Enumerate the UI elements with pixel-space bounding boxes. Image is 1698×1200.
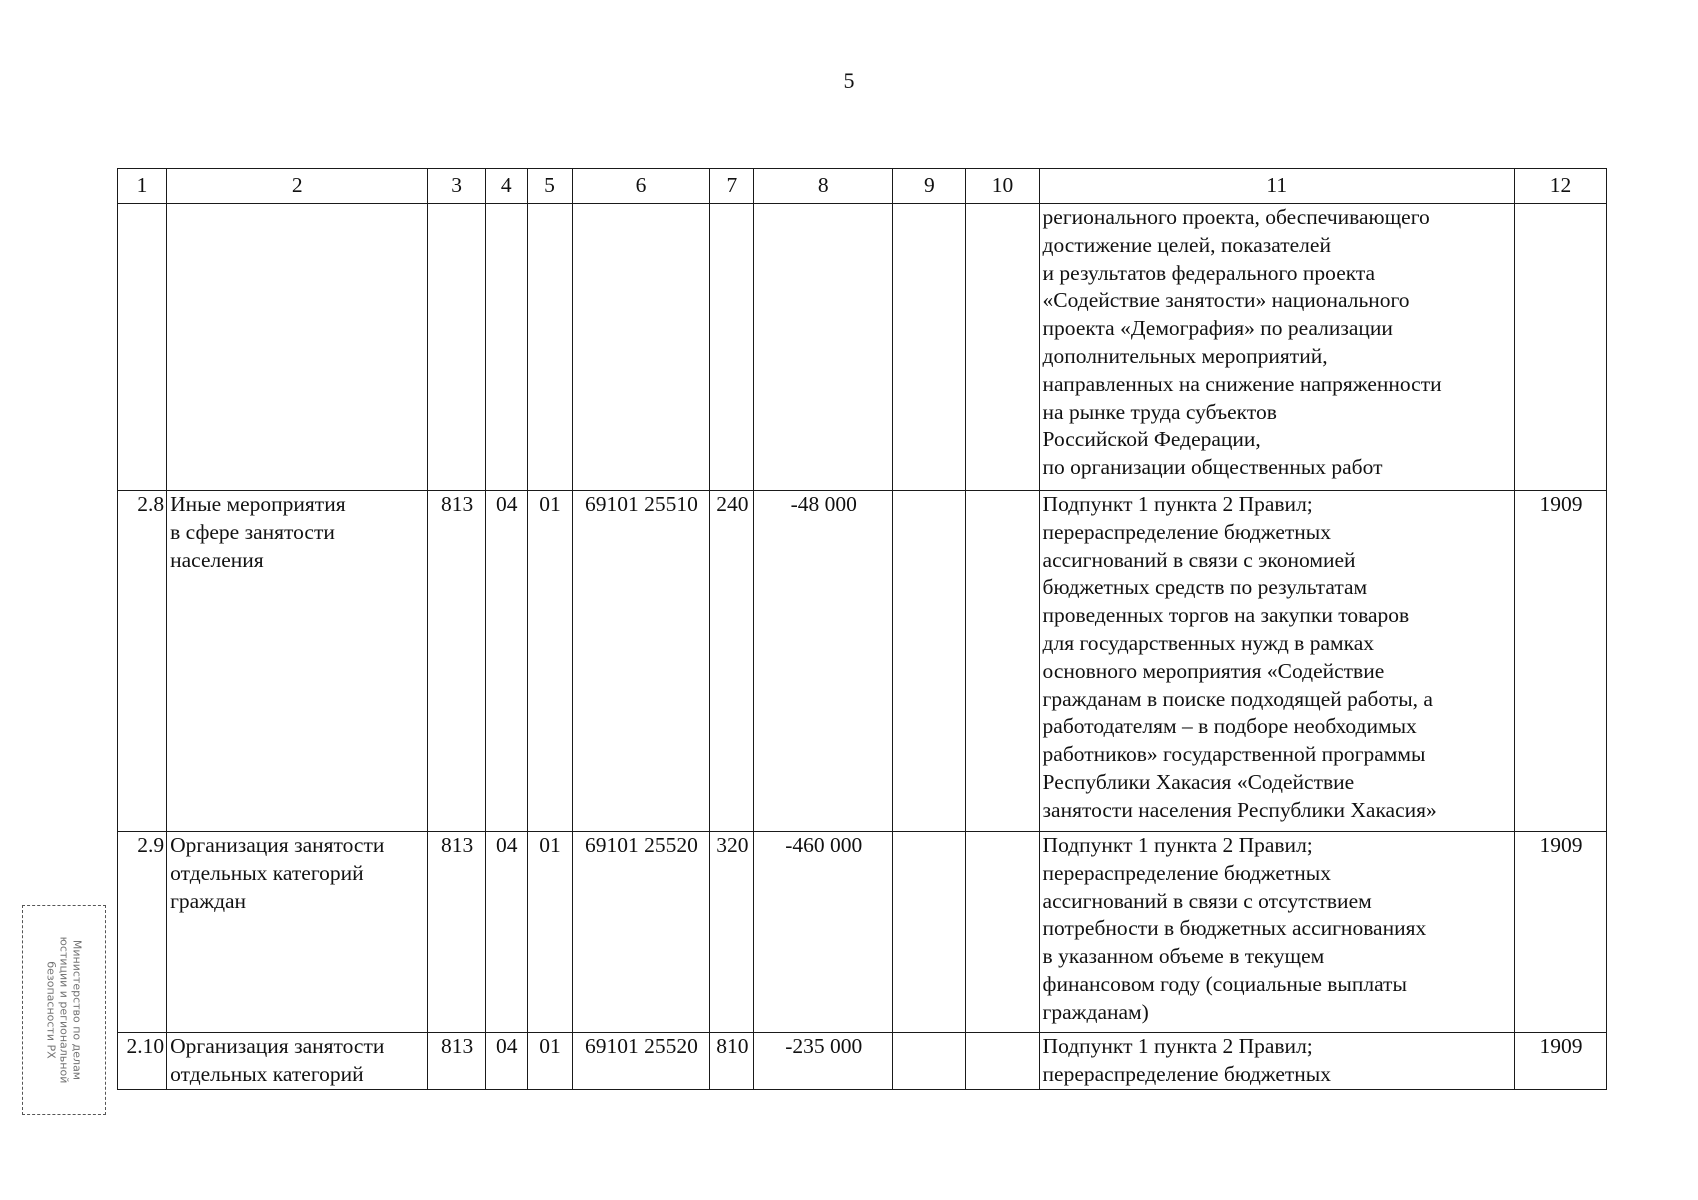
cell-col6: 69101 25510 bbox=[572, 491, 710, 832]
cell-col12: 1909 bbox=[1514, 1033, 1606, 1090]
row-basis: Подпункт 1 пункта 2 Правил; перераспределение бюджетных ассигнований в связи с экономией бюджетных средств по результатам проведенных торгов на закупки товаров для государственных нужд в рамках основного мероприятия «Содействие гражданам в поиске подходящей работы, а работодателям – в подборе необходимых работников» государственной программы Республики Хакасия «Содействие занятости населения Республики Хакасия» bbox=[1039, 491, 1514, 832]
cell-col10 bbox=[966, 491, 1039, 832]
cell-col9 bbox=[893, 204, 966, 491]
header-cell-1: 1 bbox=[118, 169, 167, 204]
cell-col4: 04 bbox=[485, 491, 527, 832]
cell-col10 bbox=[966, 1033, 1039, 1090]
row-number: 2.9 bbox=[118, 832, 167, 1033]
cell-col7: 320 bbox=[710, 832, 754, 1033]
row-basis: регионального проекта, обеспечивающего достижение целей, показателей и результатов федерального проекта «Содействие занятости» национального проекта «Демография» по реализации дополнительных мероприятий, направленных на снижение напряженности на рынке труда субъектов Российской Федерации, по организации общественных работ bbox=[1039, 204, 1514, 491]
cell-col12 bbox=[1514, 204, 1606, 491]
cell-col8 bbox=[754, 204, 893, 491]
cell-col3: 813 bbox=[428, 832, 485, 1033]
cell-col12: 1909 bbox=[1514, 491, 1606, 832]
row-basis: Подпункт 1 пункта 2 Правил; перераспределение бюджетных bbox=[1039, 1033, 1514, 1090]
header-cell-4: 4 bbox=[485, 169, 527, 204]
cell-col3: 813 bbox=[428, 1033, 485, 1090]
table-row bbox=[118, 1033, 1607, 1090]
cell-col7: 810 bbox=[710, 1033, 754, 1090]
cell-col4 bbox=[485, 204, 527, 491]
header-cell-8: 8 bbox=[754, 169, 893, 204]
cell-col6 bbox=[572, 204, 710, 491]
row-number bbox=[118, 204, 167, 491]
row-name: Организация занятости отдельных категорий граждан bbox=[167, 832, 428, 1033]
row-number: 2.10 bbox=[118, 1033, 167, 1090]
cell-col7: 240 bbox=[710, 491, 754, 832]
cell-col5 bbox=[527, 204, 572, 491]
row-basis: Подпункт 1 пункта 2 Правил; перераспределение бюджетных ассигнований в связи с отсутствием потребности в бюджетных ассигнованиях в указанном объеме в текущем финансовом году (социальные выплаты гражданам) bbox=[1039, 832, 1514, 1033]
cell-col6: 69101 25520 bbox=[572, 1033, 710, 1090]
header-cell-12: 12 bbox=[1514, 169, 1606, 204]
header-cell-9: 9 bbox=[893, 169, 966, 204]
row-name: Иные мероприятия в сфере занятости населения bbox=[167, 491, 428, 832]
cell-col4: 04 bbox=[485, 832, 527, 1033]
header-cell-10: 10 bbox=[966, 169, 1039, 204]
cell-col3 bbox=[428, 204, 485, 491]
cell-col7 bbox=[710, 204, 754, 491]
cell-col9 bbox=[893, 1033, 966, 1090]
budget-table bbox=[117, 168, 1607, 1090]
cell-col8: -235 000 bbox=[754, 1033, 893, 1090]
cell-col8: -48 000 bbox=[754, 491, 893, 832]
page-number: 5 bbox=[843, 68, 855, 93]
table-row bbox=[118, 204, 1607, 491]
row-name: Организация занятости отдельных категорий bbox=[167, 1033, 428, 1090]
table-row bbox=[118, 832, 1607, 1033]
cell-col10 bbox=[966, 204, 1039, 491]
cell-col10 bbox=[966, 832, 1039, 1033]
header-cell-7: 7 bbox=[710, 169, 754, 204]
row-number: 2.8 bbox=[118, 491, 167, 832]
cell-col6: 69101 25520 bbox=[572, 832, 710, 1033]
cell-col8: -460 000 bbox=[754, 832, 893, 1033]
header-cell-3: 3 bbox=[428, 169, 485, 204]
header-cell-2: 2 bbox=[167, 169, 428, 204]
header-cell-6: 6 bbox=[572, 169, 710, 204]
cell-col5: 01 bbox=[527, 832, 572, 1033]
header-cell-11: 11 bbox=[1039, 169, 1514, 204]
cell-col3: 813 bbox=[428, 491, 485, 832]
cell-col5: 01 bbox=[527, 491, 572, 832]
cell-col12: 1909 bbox=[1514, 832, 1606, 1033]
cell-col5: 01 bbox=[527, 1033, 572, 1090]
registration-stamp bbox=[22, 905, 106, 1115]
cell-col9 bbox=[893, 832, 966, 1033]
header-cell-5: 5 bbox=[527, 169, 572, 204]
header-row bbox=[118, 169, 1607, 204]
stamp-text: Министерство по делам юстиции и региональной безопасности РХ bbox=[44, 936, 84, 1084]
cell-col9 bbox=[893, 491, 966, 832]
row-name bbox=[167, 204, 428, 491]
cell-col4: 04 bbox=[485, 1033, 527, 1090]
table-row bbox=[118, 491, 1607, 832]
